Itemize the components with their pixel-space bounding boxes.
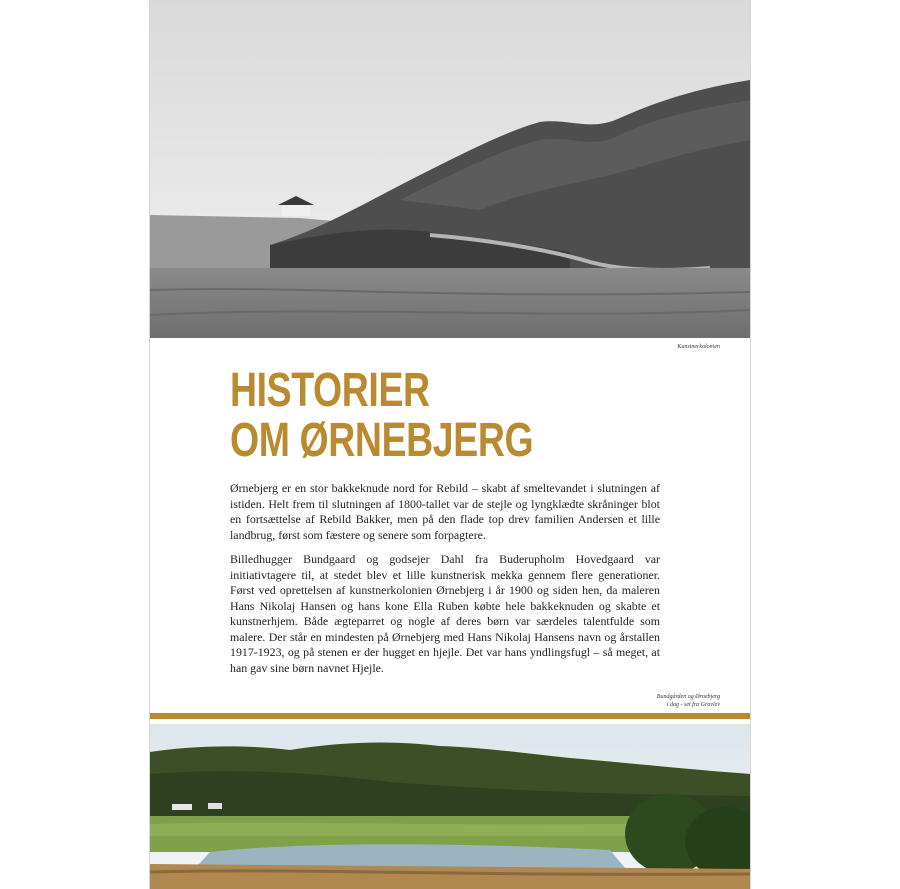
top-photo-heath-hill xyxy=(150,0,750,338)
page-title xyxy=(230,366,533,466)
magazine-page xyxy=(150,0,750,889)
bottom-caption-line-2: i dag - set fra Gravlev xyxy=(666,702,720,708)
top-photo-caption: Kunstnerkolonien xyxy=(677,344,720,350)
paragraph-2: Billedhugger Bundgaard og godsejer Dahl fra Buderupholm Hovedgaard var initiativtagere til, at stedet blev et lille kunstnerisk mekka gennem flere generationer. Først ved oprettelsen af kunstnerkolonien Ørnebjerg i år 1900 og siden hen, da maleren Hans Nikolaj Hansen og hans kone Ella Ruben købte hele bakkeknuden og skabte et kunstnerhjem. Både ægteparret og nogle af deres børn var særdeles talentfulde som malere. Der står en mindesten på Ørnebjerg med Hans Nikolaj Hansens navn og årstallen 1917-1923, og på stenen er der hugget en hjejle. Det var hans yndlingsfugl – så meget, at han gav sine børn navnet Hjejle. xyxy=(230,552,660,675)
bottom-photo-landscape xyxy=(150,724,750,889)
bottom-caption-line-1: Bundgården og Ørnebjerg xyxy=(656,694,720,700)
title-line-1: HISTORIER xyxy=(230,364,430,417)
bottom-photo-caption xyxy=(570,693,720,709)
title-line-2: OM ØRNEBJERG xyxy=(230,414,534,467)
paragraph-1: Ørnebjerg er en stor bakkeknude nord for Rebild – skabt af smeltevandet i slutningen af istiden. Helt frem til slutningen af 1800-tallet var de stejle og lyngklædte skråninger blot en fortsættelse af Rebild Bakker, men på den flade top drev familien Andersen et lille landbrug, først som fæstere og senere som forpagtere. xyxy=(230,481,660,542)
article-body xyxy=(230,481,660,685)
gold-divider xyxy=(150,713,750,719)
